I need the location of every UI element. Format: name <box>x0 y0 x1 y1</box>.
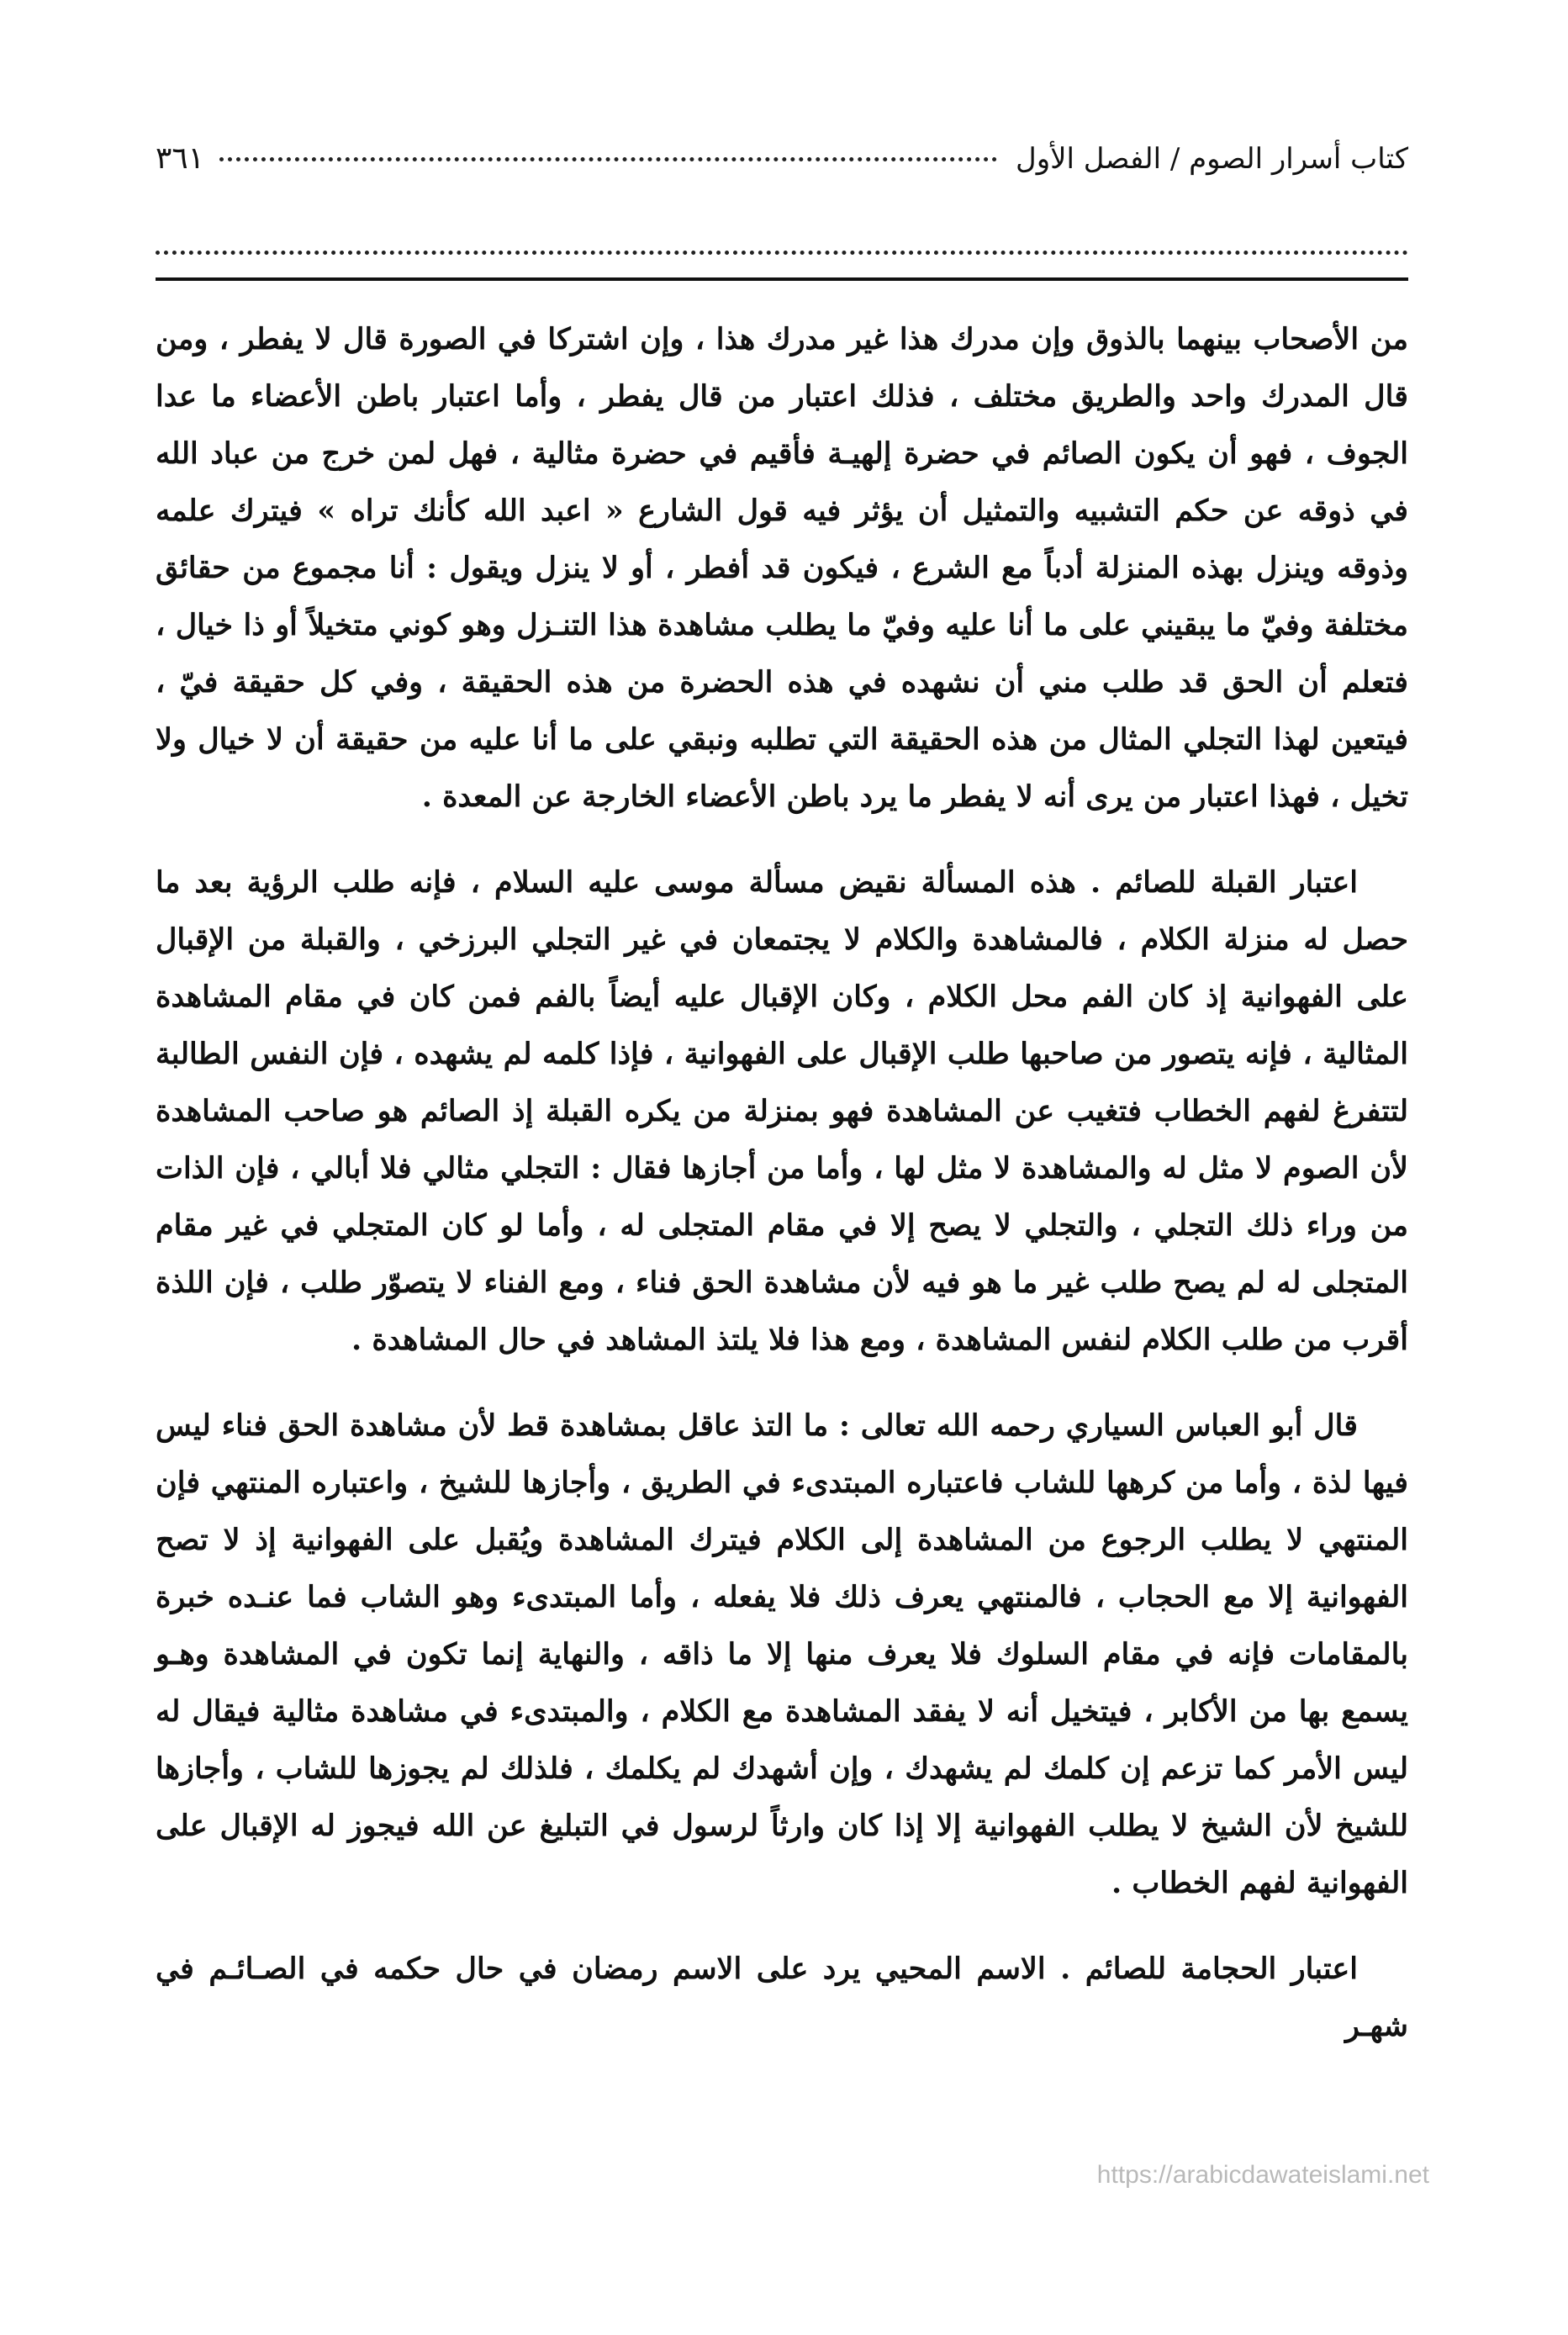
paragraph: اعتبار الحجامة للصائم . الاسم المحيي يرد على الاسم رمضان في حال حكمه في الصـائـم في شهـر <box>156 1952 1408 2043</box>
page-number: ٣٦١ <box>156 141 205 176</box>
header-dotted-divider <box>156 251 1408 255</box>
header-divider <box>156 277 1408 281</box>
dotted-leader <box>219 157 997 161</box>
paragraph: قال أبو العباس السياري رحمه الله تعالى : ما التذ عاقل بمشاهدة قط لأن مشاهدة الحق فناء ليس فيها لذة ، وأما من كرهها للشاب فاعتباره المبتدىء في الطريق ، وأجازها للشيخ ، واعتباره المنتهي فإن المنتهي لا يطلب الرجوع من المشاهدة إلى الكلام فيترك المشاهدة ويُقبل على الفهوانية إذ لا تصح الفهوانية إلا مع الحجاب ، فالمنتهي يعرف ذلك فلا يفعله ، وأما المبتدىء وهو الشاب فما عنـده خبرة بالمقامات فإنه في مقام السلوك فلا يعرف منها إلا ما ذاقه ، والنهاية إنما تكون في المشاهدة وهـو يسمع بها من الأكابر ، فيتخيل أنه لا يفقد المشاهدة مع الكلام ، والمبتدىء في مشاهدة مثالية فيقال له ليس الأمر كما تزعم إن كلمك لم يشهدك ، وإن أشهدك لم يكلمك ، فلذلك لم يجوزها للشاب ، وأجازها للشيخ لأن الشيخ لا يطلب الفهوانية إلا إذا كان وارثاً لرسول في التبليغ عن الله فيجوز له الإقبال على الفهوانية لفهم الخطاب . <box>156 1408 1408 1900</box>
chapter-title: كتاب أسرار الصوم / الفصل الأول <box>1016 142 1408 176</box>
paragraph: من الأصحاب بينهما بالذوق وإن مدرك هذا غير مدرك هذا ، وإن اشتركا في الصورة قال لا يفطر ، ومن قال المدرك واحد والطريق مختلف ، فذلك اعتبار من قال يفطر ، وأما اعتبار باطن الأعضاء ما عدا الجوف ، فهو أن يكون الصائم في حضرة إلهيـة فأقيم في حضرة مثالية ، فهل لمن خرج من عباد الله في ذوقه عن حكم التشبيه والتمثيل أن يؤثر فيه قول الشارع « اعبد الله كأنك تراه » فيترك علمه وذوقه وينزل بهذه المنزلة أدباً مع الشرع ، فيكون قد أفطر ، أو لا ينزل ويقول : أنا مجموع من حقائق مختلفة وفيّ ما يبقيني على ما أنا عليه وفيّ ما يطلب مشاهدة هذا التنـزل وهو كوني متخيلاً أو ذا خيال ، فتعلم أن الحق قد طلب مني أن نشهده في هذه الحضرة من هذه الحقيقة ، وفي كل حقيقة فيّ ، فيتعين لهذا التجلي المثال من هذه الحقيقة التي تطلبه ونبقي على ما أنا عليه من حقيقة أن لا خيال ولا تخيل ، فهذا اعتبار من يرى أنه لا يفطر ما يرد باطن الأعضاء الخارجة عن المعدة . <box>156 322 1408 814</box>
running-header <box>156 141 1408 192</box>
paragraph: اعتبار القبلة للصائم . هذه المسألة نقيض مسألة موسى عليه السلام ، فإنه طلب الرؤية بعد ما حصل له منزلة الكلام ، فالمشاهدة والكلام لا يجتمعان في غير التجلي البرزخي ، والقبلة من الإقبال على الفهوانية إذ كان الفم محل الكلام ، وكان الإقبال عليه أيضاً بالفم فمن كان في مقام المشاهدة المثالية ، فإنه يتصور من صاحبها طلب الإقبال على الفهوانية ، فإذا كلمه لم يشهده ، فإن النفس الطالبة لتتفرغ لفهم الخطاب فتغيب عن المشاهدة فهو بمنزلة من يكره القبلة إذ الصائم هو صاحب المشاهدة لأن الصوم لا مثل له والمشاهدة لا مثل لها ، وأما من أجازها فقال : التجلي مثالي فلا أبالي ، فإن الذات من وراء ذلك التجلي ، والتجلي لا يصح إلا في مقام المتجلى له ، وأما لو كان المتجلي في غير مقام المتجلى له لم يصح طلب غير ما هو فيه لأن مشاهدة الحق فناء ، ومع الفناء لا يتصوّر طلب ، فإن اللذة أقرب من طلب الكلام لنفس المشاهدة ، ومع هذا فلا يلتذ المشاهد في حال المشاهدة . <box>156 865 1408 1357</box>
watermark-url: https://arabicdawateislami.net <box>1096 2161 1429 2189</box>
body-text <box>156 311 1408 2084</box>
